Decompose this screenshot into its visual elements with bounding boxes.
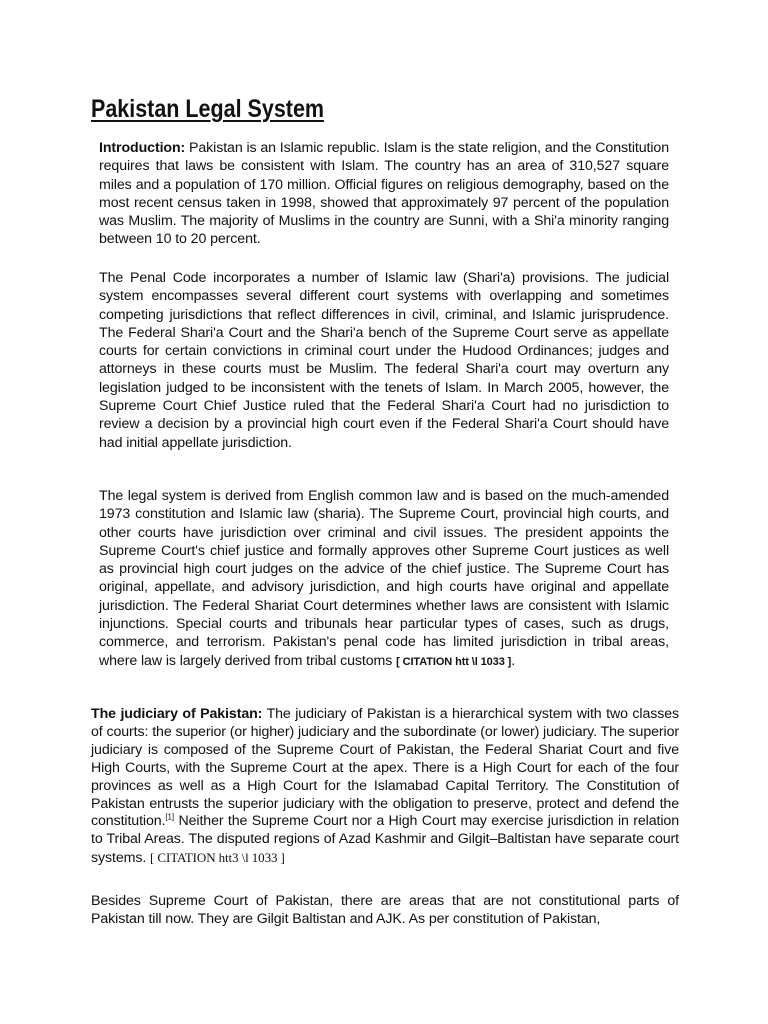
introduction-text: Pakistan is an Islamic republic. Islam is the state religion, and the Constitution requires that laws be consistent with Islam. The country has an area of 310,527 square miles and a population of 170 million. Official figures on religious demography, based on the most recent census taken in 1998, showed that approximately 97 percent of the population was Muslim. The majority of Muslims in the country are Sunni, with a Shi'a minority ranging between 10 to 20 percent. xyxy=(99,140,669,248)
citation-field: [ CITATION htt \l 1033 ] xyxy=(396,655,512,668)
introduction-label: Introduction: xyxy=(99,140,186,156)
legal-system-end: . xyxy=(511,652,516,669)
document-title: Pakistan Legal System xyxy=(91,95,325,123)
judiciary-text: The judiciary of Pakistan is a hierarchical system with two classes of courts: the superior (or higher) judiciary and the subordinate (or lower) judiciary. The superior judiciary is composed of the Supreme Court of Pakistan, the Federal Shariat Court and five High Courts, with the Supreme Court at the apex. There is a High Court for each of the four provinces as well as a High Court for the Islamabad Capital Territory. The Constitution of Pakistan entrusts the superior judiciary with the obligation to preserve, protect and defend the constitution. xyxy=(91,706,680,830)
judiciary-paragraph xyxy=(91,706,679,868)
penal-code-paragraph: The Penal Code incorporates a number of Islamic law (Shari'a) provisions. The judicial system encompasses several different court systems with overlapping and sometimes competing jurisdictions that reflect differences in civil, criminal, and Islamic jurisprudence. The Federal Shari'a Court and the Shari'a bench of the Supreme Court serve as appellate courts for certain convictions in criminal court under the Hudood Ordinances; judges and attorneys in these courts must be Muslim. The federal Shari'a court may overturn any legislation judged to be inconsistent with the tenets of Islam. In March 2005, however, the Supreme Court Chief Justice ruled that the Federal Shari'a Court had no jurisdiction to review a decision by a provincial high court even if the Federal Shari'a Court should have had initial appellate jurisdiction. xyxy=(99,270,669,451)
judiciary-label: The judiciary of Pakistan: xyxy=(91,706,263,722)
judiciary-text-continued: Neither the Supreme Court nor a High Court may exercise jurisdiction in relation to Tribal Areas. The disputed regions of Azad Kashmir and Gilgit–Baltistan have separate court systems. xyxy=(91,813,679,867)
footnote-reference: [1] xyxy=(165,812,175,822)
citation-field: [ CITATION htt3 \l 1033 ] xyxy=(150,850,285,866)
besides-paragraph: Besides Supreme Court of Pakistan, there are areas that are not constitutional parts of Pakistan till now. They are Gilgit Baltistan and AJK. As per constitution of Pakistan, xyxy=(91,893,679,927)
introduction-paragraph xyxy=(99,139,669,249)
legal-system-text: The legal system is derived from English common law and is based on the much-amended 1973 constitution and Islamic law (sharia). The Supreme Court, provincial high courts, and other courts have jurisdiction over criminal and civil issues. The president appoints the Supreme Court's chief justice and formally approves other Supreme Court justices as well as provincial high court judges on the advice of the chief justice. The Supreme Court has original, appellate, and advisory jurisdiction, and high courts have original and appellate jurisdiction. The Federal Shariat Court determines whether laws are consistent with Islamic injunctions. Special courts and tribunals hear particular types of cases, such as drugs, commerce, and terrorism. Pakistan's penal code has limited jurisdiction in tribal areas, where law is largely derived from tribal customs xyxy=(99,488,669,669)
legal-system-paragraph xyxy=(99,487,669,671)
